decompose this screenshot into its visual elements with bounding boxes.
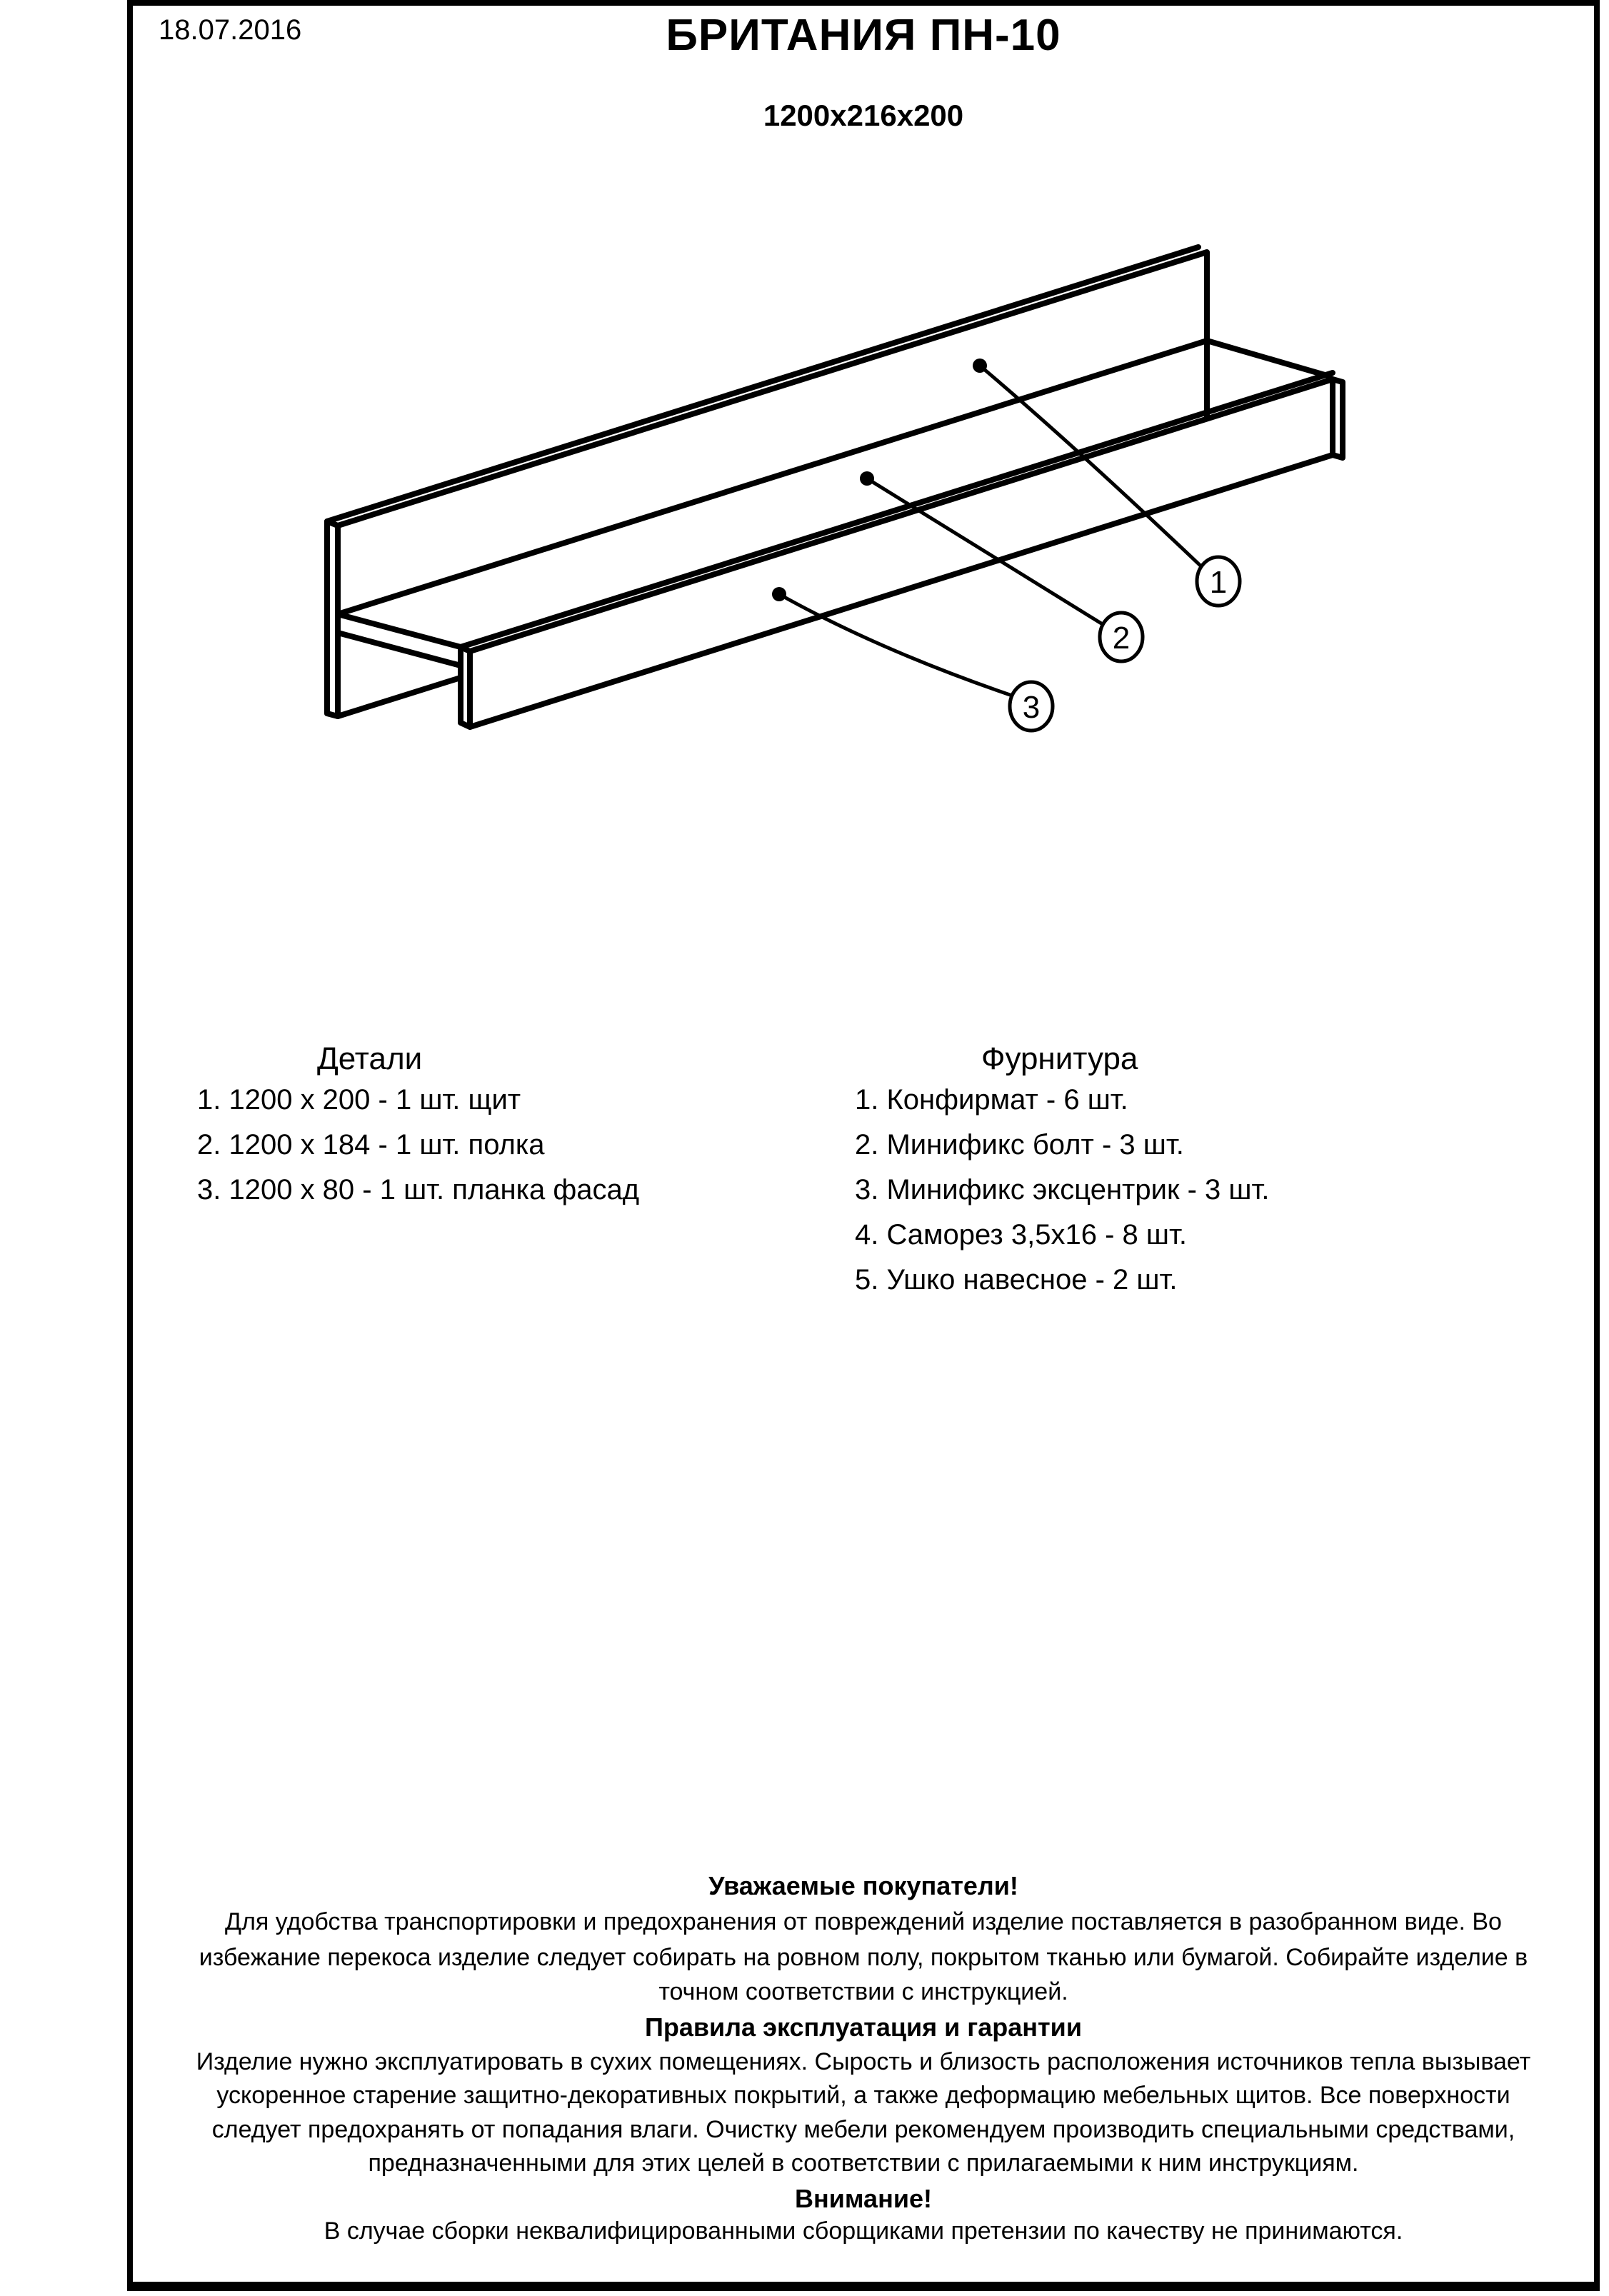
rules-title: Правила эксплуатация и гарантии — [645, 2012, 1082, 2042]
greeting-line-2: избежание перекоса изделие следует собирать на ровном полу, покрытом тканью или бумагой. Собирайте изделие в — [199, 1944, 1528, 1971]
parts-item-2: 2. 1200 х 184 - 1 шт. полка — [197, 1129, 545, 1160]
date-label: 18.07.2016 — [159, 14, 302, 46]
warning-line: В случае сборки неквалифицированными сборщиками претензии по качеству не принимаются. — [324, 2217, 1403, 2245]
parts-header: Детали — [317, 1041, 423, 1076]
rules-line-2: ускоренное старение защитно-декоративных покрытий, а также деформацию мебельных щитов. Все поверхности — [216, 2082, 1510, 2109]
hardware-item-1: 1. Конфирмат - 6 шт. — [855, 1084, 1128, 1116]
greeting-title: Уважаемые покупатели! — [708, 1871, 1018, 1900]
rules-line-1: Изделие нужно эксплуатировать в сухих помещениях. Сырость и близость расположения источников тепла вызывает — [196, 2048, 1531, 2075]
rules-line-3: следует предохранять от попадания влаги. Очистку мебели рекомендуем производить специальными средствами, — [211, 2116, 1515, 2143]
callout-1-number: 1 — [1209, 565, 1228, 600]
hardware-item-5: 5. Ушко навесное - 2 шт. — [855, 1264, 1178, 1295]
callout-2-dot — [860, 471, 874, 486]
callout-3-dot — [772, 587, 786, 601]
parts-item-1: 1. 1200 х 200 - 1 шт. щит — [197, 1084, 521, 1116]
hardware-header: Фурнитура — [981, 1041, 1138, 1076]
greeting-line-3: точном соответствии с инструкцией. — [658, 1978, 1068, 2005]
callout-1-dot — [973, 359, 987, 373]
shelf-right-depth-edge — [1207, 341, 1330, 376]
callout-2-number: 2 — [1112, 621, 1131, 656]
hardware-item-3: 3. Минификс эксцентрик - 3 шт. — [855, 1174, 1270, 1205]
product-dimensions: 1200х216х200 — [763, 99, 964, 132]
rules-line-4: предназначенными для этих целей в соответствии с прилагаемыми к ним инструкциям. — [368, 2150, 1359, 2177]
page-title: БРИТАНИЯ ПН-10 — [666, 11, 1061, 60]
warning-title: Внимание! — [795, 2184, 932, 2213]
plank-left-edge — [461, 647, 470, 727]
parts-item-3: 3. 1200 х 80 - 1 шт. планка фасад — [197, 1174, 640, 1205]
hardware-item-2: 2. Минификс болт - 3 шт. — [855, 1129, 1184, 1160]
hardware-item-4: 4. Саморез 3,5х16 - 8 шт. — [855, 1219, 1187, 1250]
callout-3-number: 3 — [1022, 690, 1041, 725]
plank-right-edge — [1333, 379, 1343, 458]
greeting-line-1: Для удобства транспортировки и предохранения от повреждений изделие поставляется в разобранном виде. Во — [225, 1908, 1502, 1935]
